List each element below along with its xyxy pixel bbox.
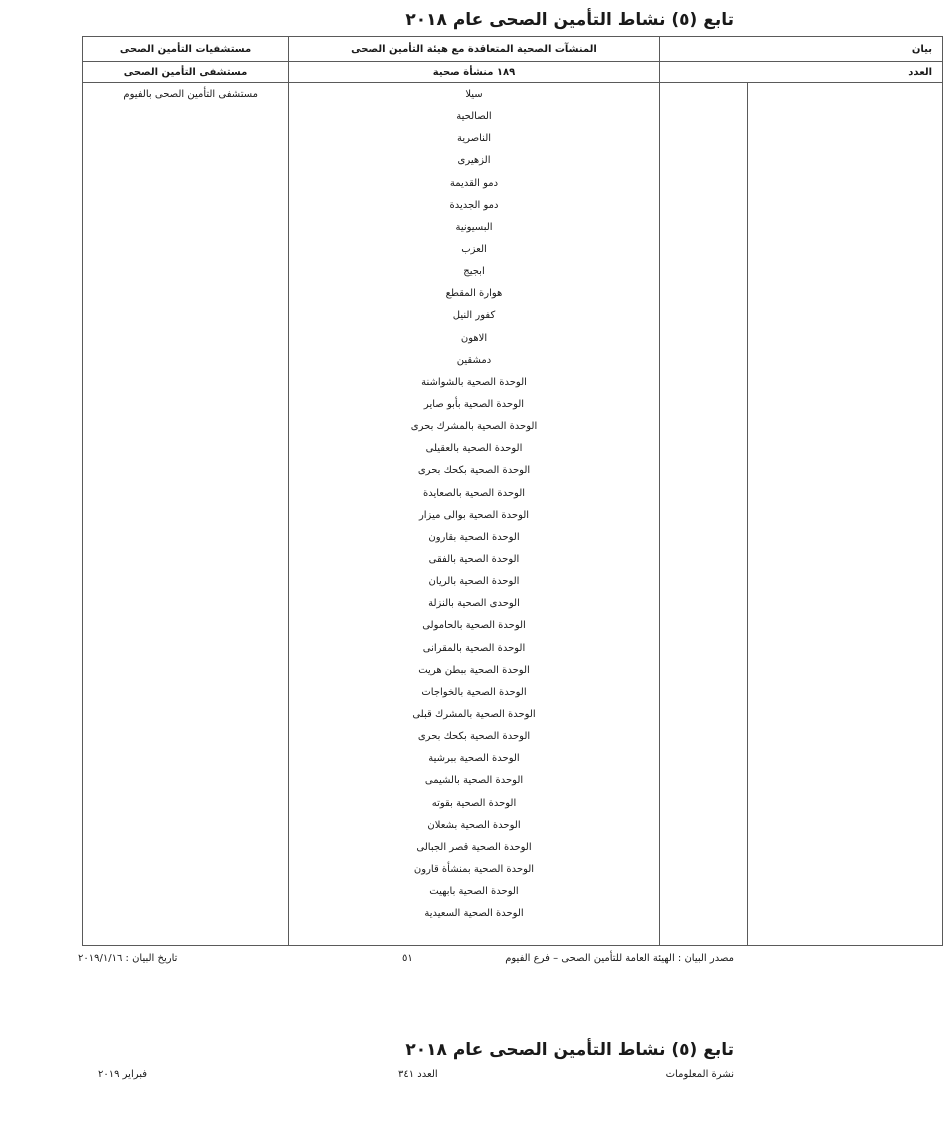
facilities-list (289, 83, 660, 946)
facility-item: الوحدة الصحية بكحك بحرى (417, 731, 531, 743)
hospitals-cell (83, 83, 289, 946)
footer-month: فبراير ٢٠١٩ (98, 1069, 148, 1080)
count-facilities: ١٨٩ منشأة صحية (289, 62, 660, 83)
facility-item: سيلا (465, 89, 483, 100)
header-facilities: المنشآت الصحية المتعاقدة مع هيئة التأمين الصحى (289, 37, 660, 62)
facility-item: الوحدة الصحية بشعلان (427, 819, 521, 831)
facility-item: دمو القديمة (449, 177, 499, 189)
facility-item: الوحدة الصحية بالخواجات (421, 686, 527, 698)
facility-item: كفور النيل (452, 310, 496, 322)
facility-item: الوحدة الصحية بالشواشنة (421, 376, 527, 388)
header-label: بيان (660, 37, 943, 62)
facility-item: الوحدة الصحية ببرشية (428, 753, 520, 765)
facility-item: الوحدة الصحية بابهيت (429, 886, 519, 898)
facility-item: الوحدة الصحية بأبو صاير (423, 398, 525, 410)
facility-item: ابجيج (463, 266, 485, 278)
count-label: العدد (660, 62, 943, 83)
facility-item: الوحدة الصحية بالصعايدة (422, 487, 526, 499)
data-date: تاريخ البيان : ٢٠١٩/١/١٦ (78, 953, 178, 964)
facility-item: دمو الجديدة (449, 199, 499, 211)
bottom-title: تابع (٥) نشاط التأمين الصحى عام ٢٠١٨ (405, 1040, 734, 1060)
facility-item: الوحدة الصحية بوالى ميزار (418, 509, 530, 521)
facility-item: الزهيرى (457, 155, 491, 167)
facility-item: الوحدة الصحية بالحامولى (422, 620, 526, 632)
count-row (83, 62, 943, 83)
empty-cell-right (748, 83, 943, 946)
facility-item: الوحدة الصحية بالعقيلى (425, 443, 523, 455)
page-title: تابع (٥) نشاط التأمين الصحى عام ٢٠١٨ (405, 10, 734, 30)
header-hospitals: مستشفيات التأمين الصحى (83, 37, 289, 62)
body-row (83, 83, 943, 946)
facility-item: دمشقين (456, 354, 492, 366)
facility-item: الوحدة الصحية بقارون (428, 531, 520, 543)
facility-item: العزب (461, 243, 487, 255)
facility-item: الوحدة الصحية قصر الجبالى (416, 841, 532, 853)
facility-item: الوحدة الصحية بقوته (431, 797, 517, 809)
footer-issue: العدد ٣٤١ (398, 1069, 438, 1080)
header-row (83, 37, 943, 62)
facility-item: البسيونية (455, 221, 493, 233)
facility-item: الوحدى الصحية بالنزلة (428, 598, 520, 610)
facility-item: الوحدة الصحية بالشيمى (424, 775, 524, 787)
facility-item: الوحدة الصحية بالفقى (428, 553, 520, 565)
facility-item: الوحدة الصحية ببطن هريت (418, 664, 530, 676)
health-insurance-table (82, 36, 943, 946)
facility-item: الوحدة الصحية بكحك بحرى (417, 465, 531, 477)
facility-item: الاهون (460, 332, 488, 344)
facility-item: الوحدة الصحية بالمشرك بحرى (410, 421, 538, 433)
facility-item: الصالحية (456, 111, 492, 123)
facility-item: هوارة المقطع (445, 288, 503, 300)
facility-item: الوحدة الصحية السعيدية (424, 908, 524, 920)
hospital-name: مستشفى التأمين الصحى بالفيوم (123, 89, 258, 100)
source-note: مصدر البيان : الهيئة العامة للتأمين الصحى – فرع الفيوم (505, 953, 734, 964)
empty-cell-mid (660, 83, 748, 946)
count-hospitals: مستشفى التأمين الصحى (83, 62, 289, 83)
facility-item: الوحدة الصحية بالمشرك قبلى (412, 708, 536, 720)
page-number: ٥١ (402, 953, 413, 964)
facility-item: الوحدة الصحية بالريان (428, 576, 520, 588)
footer-bulletin: نشرة المعلومات (665, 1069, 734, 1080)
facility-item: الناصرية (456, 133, 492, 145)
facility-item: الوحدة الصحية بمنشأة قارون (413, 863, 535, 875)
facility-item: الوحدة الصحية بالمقرانى (422, 642, 526, 654)
